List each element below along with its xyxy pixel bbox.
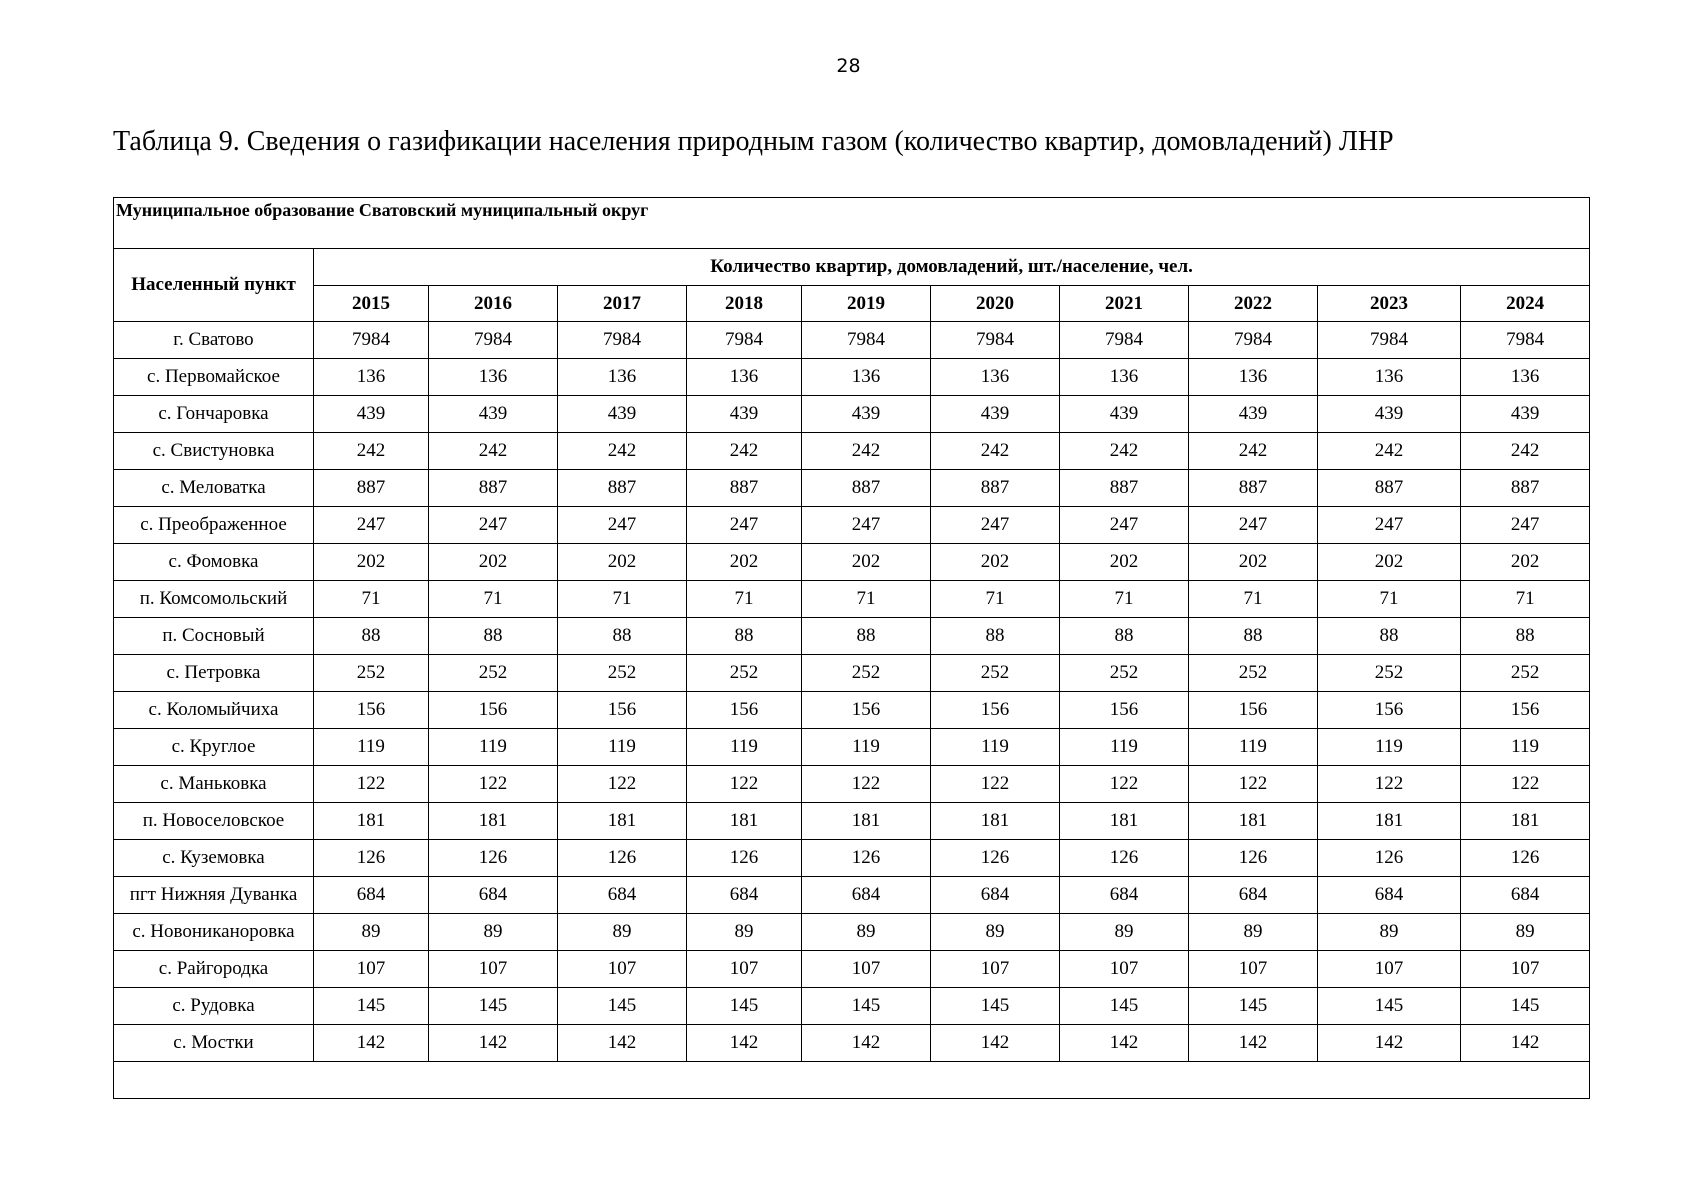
value-cell: 122 — [314, 766, 429, 803]
value-cell: 142 — [314, 1025, 429, 1062]
place-name-cell: с. Петровка — [114, 655, 314, 692]
place-name-cell: с. Свистуновка — [114, 433, 314, 470]
value-cell: 156 — [314, 692, 429, 729]
value-cell: 71 — [1189, 581, 1318, 618]
table-row — [114, 470, 1590, 507]
value-cell: 145 — [558, 988, 687, 1025]
value-cell: 252 — [429, 655, 558, 692]
value-cell: 684 — [687, 877, 802, 914]
table-row — [114, 433, 1590, 470]
place-name-cell: с. Маньковка — [114, 766, 314, 803]
value-cell: 252 — [1189, 655, 1318, 692]
value-cell: 247 — [1189, 507, 1318, 544]
value-cell: 119 — [558, 729, 687, 766]
year-header: 2015 — [314, 286, 429, 322]
value-cell: 119 — [314, 729, 429, 766]
table-row — [114, 877, 1590, 914]
empty-cell — [114, 1062, 1590, 1099]
value-cell: 126 — [429, 840, 558, 877]
value-cell: 202 — [1060, 544, 1189, 581]
value-cell: 181 — [558, 803, 687, 840]
year-header: 2017 — [558, 286, 687, 322]
value-cell: 887 — [314, 470, 429, 507]
value-cell: 181 — [931, 803, 1060, 840]
value-cell: 89 — [1189, 914, 1318, 951]
value-cell: 181 — [1461, 803, 1590, 840]
value-cell: 122 — [802, 766, 931, 803]
table-row — [114, 914, 1590, 951]
place-name-cell: с. Мостки — [114, 1025, 314, 1062]
value-cell: 247 — [931, 507, 1060, 544]
value-cell: 126 — [687, 840, 802, 877]
value-cell: 887 — [429, 470, 558, 507]
value-cell: 107 — [931, 951, 1060, 988]
value-cell: 247 — [1060, 507, 1189, 544]
value-cell: 156 — [802, 692, 931, 729]
value-cell: 252 — [687, 655, 802, 692]
place-name-cell: с. Райгородка — [114, 951, 314, 988]
value-cell: 89 — [1060, 914, 1189, 951]
value-cell: 126 — [558, 840, 687, 877]
value-cell: 156 — [687, 692, 802, 729]
value-cell: 71 — [1318, 581, 1461, 618]
value-cell: 439 — [1189, 396, 1318, 433]
value-cell: 202 — [558, 544, 687, 581]
table-row — [114, 840, 1590, 877]
municipality-cell: Муниципальное образование Сватовский муниципальный округ — [114, 198, 1590, 249]
value-cell: 136 — [1189, 359, 1318, 396]
value-cell: 89 — [931, 914, 1060, 951]
table-row — [114, 507, 1590, 544]
value-cell: 887 — [1318, 470, 1461, 507]
value-cell: 242 — [1318, 433, 1461, 470]
value-cell: 684 — [1461, 877, 1590, 914]
table-row — [114, 766, 1590, 803]
value-cell: 122 — [1461, 766, 1590, 803]
value-cell: 242 — [1189, 433, 1318, 470]
value-cell: 887 — [1060, 470, 1189, 507]
empty-row — [114, 1062, 1590, 1099]
value-cell: 684 — [314, 877, 429, 914]
value-cell: 7984 — [558, 322, 687, 359]
value-cell: 122 — [558, 766, 687, 803]
table-row — [114, 692, 1590, 729]
value-cell: 145 — [931, 988, 1060, 1025]
value-cell: 136 — [687, 359, 802, 396]
value-cell: 439 — [314, 396, 429, 433]
place-name-cell: с. Новониканоровка — [114, 914, 314, 951]
value-cell: 181 — [1060, 803, 1189, 840]
value-cell: 7984 — [1189, 322, 1318, 359]
place-name-cell: с. Куземовка — [114, 840, 314, 877]
value-cell: 71 — [931, 581, 1060, 618]
value-cell: 88 — [558, 618, 687, 655]
value-cell: 439 — [429, 396, 558, 433]
value-cell: 145 — [1189, 988, 1318, 1025]
value-cell: 247 — [1318, 507, 1461, 544]
value-cell: 119 — [931, 729, 1060, 766]
value-cell: 202 — [1461, 544, 1590, 581]
value-cell: 136 — [429, 359, 558, 396]
value-cell: 156 — [558, 692, 687, 729]
value-cell: 126 — [931, 840, 1060, 877]
value-cell: 202 — [931, 544, 1060, 581]
value-cell: 252 — [1461, 655, 1590, 692]
table-row — [114, 951, 1590, 988]
value-cell: 684 — [1060, 877, 1189, 914]
value-cell: 247 — [558, 507, 687, 544]
value-cell: 136 — [558, 359, 687, 396]
value-cell: 887 — [1189, 470, 1318, 507]
value-cell: 202 — [687, 544, 802, 581]
value-cell: 107 — [314, 951, 429, 988]
value-cell: 247 — [687, 507, 802, 544]
value-cell: 684 — [1189, 877, 1318, 914]
value-cell: 242 — [1060, 433, 1189, 470]
year-header: 2016 — [429, 286, 558, 322]
value-cell: 119 — [1060, 729, 1189, 766]
value-cell: 887 — [687, 470, 802, 507]
place-name-cell: с. Круглое — [114, 729, 314, 766]
value-cell: 88 — [429, 618, 558, 655]
value-cell: 107 — [687, 951, 802, 988]
value-cell: 107 — [558, 951, 687, 988]
place-name-cell: с. Преображенное — [114, 507, 314, 544]
value-cell: 887 — [931, 470, 1060, 507]
value-cell: 107 — [1318, 951, 1461, 988]
value-cell: 7984 — [802, 322, 931, 359]
value-cell: 126 — [314, 840, 429, 877]
value-cell: 202 — [429, 544, 558, 581]
place-name-cell: п. Новоселовское — [114, 803, 314, 840]
table-row — [114, 988, 1590, 1025]
value-cell: 181 — [802, 803, 931, 840]
value-cell: 684 — [429, 877, 558, 914]
value-cell: 439 — [931, 396, 1060, 433]
value-cell: 181 — [1318, 803, 1461, 840]
value-cell: 107 — [1060, 951, 1189, 988]
value-cell: 247 — [314, 507, 429, 544]
value-cell: 156 — [1189, 692, 1318, 729]
value-cell: 242 — [429, 433, 558, 470]
value-cell: 145 — [314, 988, 429, 1025]
value-cell: 136 — [802, 359, 931, 396]
value-cell: 89 — [802, 914, 931, 951]
value-cell: 88 — [1189, 618, 1318, 655]
value-cell: 136 — [314, 359, 429, 396]
value-cell: 242 — [314, 433, 429, 470]
value-cell: 439 — [1318, 396, 1461, 433]
table-row — [114, 803, 1590, 840]
value-cell: 71 — [429, 581, 558, 618]
value-cell: 7984 — [429, 322, 558, 359]
value-cell: 181 — [429, 803, 558, 840]
value-cell: 142 — [558, 1025, 687, 1062]
year-header: 2022 — [1189, 286, 1318, 322]
value-cell: 439 — [687, 396, 802, 433]
table-row — [114, 396, 1590, 433]
value-cell: 119 — [802, 729, 931, 766]
value-cell: 136 — [931, 359, 1060, 396]
value-cell: 89 — [314, 914, 429, 951]
value-cell: 126 — [1189, 840, 1318, 877]
value-cell: 122 — [687, 766, 802, 803]
year-header: 2019 — [802, 286, 931, 322]
value-cell: 119 — [1461, 729, 1590, 766]
value-cell: 439 — [1060, 396, 1189, 433]
value-cell: 156 — [1060, 692, 1189, 729]
table-row — [114, 544, 1590, 581]
year-header: 2024 — [1461, 286, 1590, 322]
page-number: 28 — [836, 55, 861, 77]
value-cell: 71 — [558, 581, 687, 618]
year-header: 2018 — [687, 286, 802, 322]
value-cell: 119 — [429, 729, 558, 766]
place-name-cell: с. Меловатка — [114, 470, 314, 507]
value-cell: 202 — [314, 544, 429, 581]
value-cell: 88 — [1461, 618, 1590, 655]
place-name-cell: пгт Нижняя Дуванка — [114, 877, 314, 914]
value-cell: 202 — [1318, 544, 1461, 581]
value-cell: 684 — [802, 877, 931, 914]
value-cell: 71 — [1060, 581, 1189, 618]
value-cell: 145 — [429, 988, 558, 1025]
value-cell: 887 — [1461, 470, 1590, 507]
value-cell: 252 — [802, 655, 931, 692]
value-cell: 126 — [1461, 840, 1590, 877]
value-cell: 887 — [802, 470, 931, 507]
value-cell: 119 — [687, 729, 802, 766]
year-header: 2020 — [931, 286, 1060, 322]
value-cell: 88 — [802, 618, 931, 655]
value-cell: 439 — [558, 396, 687, 433]
value-cell: 122 — [429, 766, 558, 803]
value-cell: 247 — [429, 507, 558, 544]
value-cell: 142 — [429, 1025, 558, 1062]
value-cell: 439 — [802, 396, 931, 433]
value-cell: 126 — [802, 840, 931, 877]
value-cell: 156 — [1461, 692, 1590, 729]
value-cell: 684 — [558, 877, 687, 914]
table-row — [114, 359, 1590, 396]
gasification-table — [113, 197, 1590, 1099]
value-cell: 252 — [931, 655, 1060, 692]
value-cell: 89 — [558, 914, 687, 951]
value-cell: 242 — [931, 433, 1060, 470]
value-cell: 136 — [1461, 359, 1590, 396]
value-cell: 136 — [1318, 359, 1461, 396]
place-name-cell: с. Коломыйчиха — [114, 692, 314, 729]
value-cell: 126 — [1060, 840, 1189, 877]
table-row — [114, 729, 1590, 766]
value-cell: 202 — [1189, 544, 1318, 581]
place-name-cell: п. Комсомольский — [114, 581, 314, 618]
value-cell: 71 — [687, 581, 802, 618]
value-cell: 88 — [1060, 618, 1189, 655]
value-cell: 107 — [802, 951, 931, 988]
value-cell: 89 — [429, 914, 558, 951]
value-cell: 142 — [1189, 1025, 1318, 1062]
table-row — [114, 655, 1590, 692]
value-cell: 887 — [558, 470, 687, 507]
table-row — [114, 322, 1590, 359]
value-cell: 89 — [1461, 914, 1590, 951]
value-cell: 7984 — [687, 322, 802, 359]
value-cell: 684 — [931, 877, 1060, 914]
value-cell: 145 — [687, 988, 802, 1025]
year-header: 2021 — [1060, 286, 1189, 322]
table-title: Таблица 9. Сведения о газификации населения природным газом (количество квартир, домовладений) ЛНР — [113, 126, 1394, 157]
value-cell: 142 — [1060, 1025, 1189, 1062]
value-cell: 88 — [931, 618, 1060, 655]
value-cell: 122 — [1318, 766, 1461, 803]
value-cell: 107 — [1461, 951, 1590, 988]
value-cell: 119 — [1318, 729, 1461, 766]
value-cell: 439 — [1461, 396, 1590, 433]
value-cell: 252 — [558, 655, 687, 692]
value-cell: 88 — [1318, 618, 1461, 655]
value-cell: 71 — [802, 581, 931, 618]
value-cell: 142 — [1318, 1025, 1461, 1062]
table-row — [114, 618, 1590, 655]
value-cell: 142 — [931, 1025, 1060, 1062]
value-cell: 242 — [802, 433, 931, 470]
value-cell: 7984 — [931, 322, 1060, 359]
value-cell: 156 — [429, 692, 558, 729]
place-name-cell: п. Сосновый — [114, 618, 314, 655]
value-cell: 156 — [1318, 692, 1461, 729]
value-cell: 252 — [314, 655, 429, 692]
value-cell: 247 — [1461, 507, 1590, 544]
value-cell: 71 — [314, 581, 429, 618]
value-cell: 181 — [687, 803, 802, 840]
value-cell: 181 — [314, 803, 429, 840]
place-name-cell: с. Рудовка — [114, 988, 314, 1025]
value-cell: 122 — [1060, 766, 1189, 803]
value-cell: 88 — [687, 618, 802, 655]
value-cell: 181 — [1189, 803, 1318, 840]
place-header: Населенный пункт — [114, 249, 314, 322]
value-cell: 145 — [1461, 988, 1590, 1025]
value-cell: 107 — [429, 951, 558, 988]
value-cell: 142 — [1461, 1025, 1590, 1062]
value-cell: 122 — [1189, 766, 1318, 803]
year-header: 2023 — [1318, 286, 1461, 322]
place-name-cell: г. Сватово — [114, 322, 314, 359]
value-cell: 242 — [687, 433, 802, 470]
value-cell: 136 — [1060, 359, 1189, 396]
value-cell: 7984 — [1318, 322, 1461, 359]
value-cell: 252 — [1318, 655, 1461, 692]
value-cell: 247 — [802, 507, 931, 544]
value-cell: 202 — [802, 544, 931, 581]
place-name-cell: с. Гончаровка — [114, 396, 314, 433]
group-header: Количество квартир, домовладений, шт./население, чел. — [314, 249, 1590, 286]
table-row — [114, 581, 1590, 618]
place-name-cell: с. Фомовка — [114, 544, 314, 581]
value-cell: 142 — [687, 1025, 802, 1062]
value-cell: 156 — [931, 692, 1060, 729]
value-cell: 7984 — [1060, 322, 1189, 359]
value-cell: 242 — [1461, 433, 1590, 470]
value-cell: 7984 — [1461, 322, 1590, 359]
place-name-cell: с. Первомайское — [114, 359, 314, 396]
value-cell: 252 — [1060, 655, 1189, 692]
value-cell: 89 — [1318, 914, 1461, 951]
value-cell: 145 — [1318, 988, 1461, 1025]
value-cell: 126 — [1318, 840, 1461, 877]
value-cell: 145 — [802, 988, 931, 1025]
value-cell: 119 — [1189, 729, 1318, 766]
table-row — [114, 1025, 1590, 1062]
value-cell: 684 — [1318, 877, 1461, 914]
value-cell: 242 — [558, 433, 687, 470]
value-cell: 122 — [931, 766, 1060, 803]
value-cell: 107 — [1189, 951, 1318, 988]
value-cell: 88 — [314, 618, 429, 655]
value-cell: 142 — [802, 1025, 931, 1062]
value-cell: 71 — [1461, 581, 1590, 618]
value-cell: 7984 — [314, 322, 429, 359]
value-cell: 145 — [1060, 988, 1189, 1025]
value-cell: 89 — [687, 914, 802, 951]
